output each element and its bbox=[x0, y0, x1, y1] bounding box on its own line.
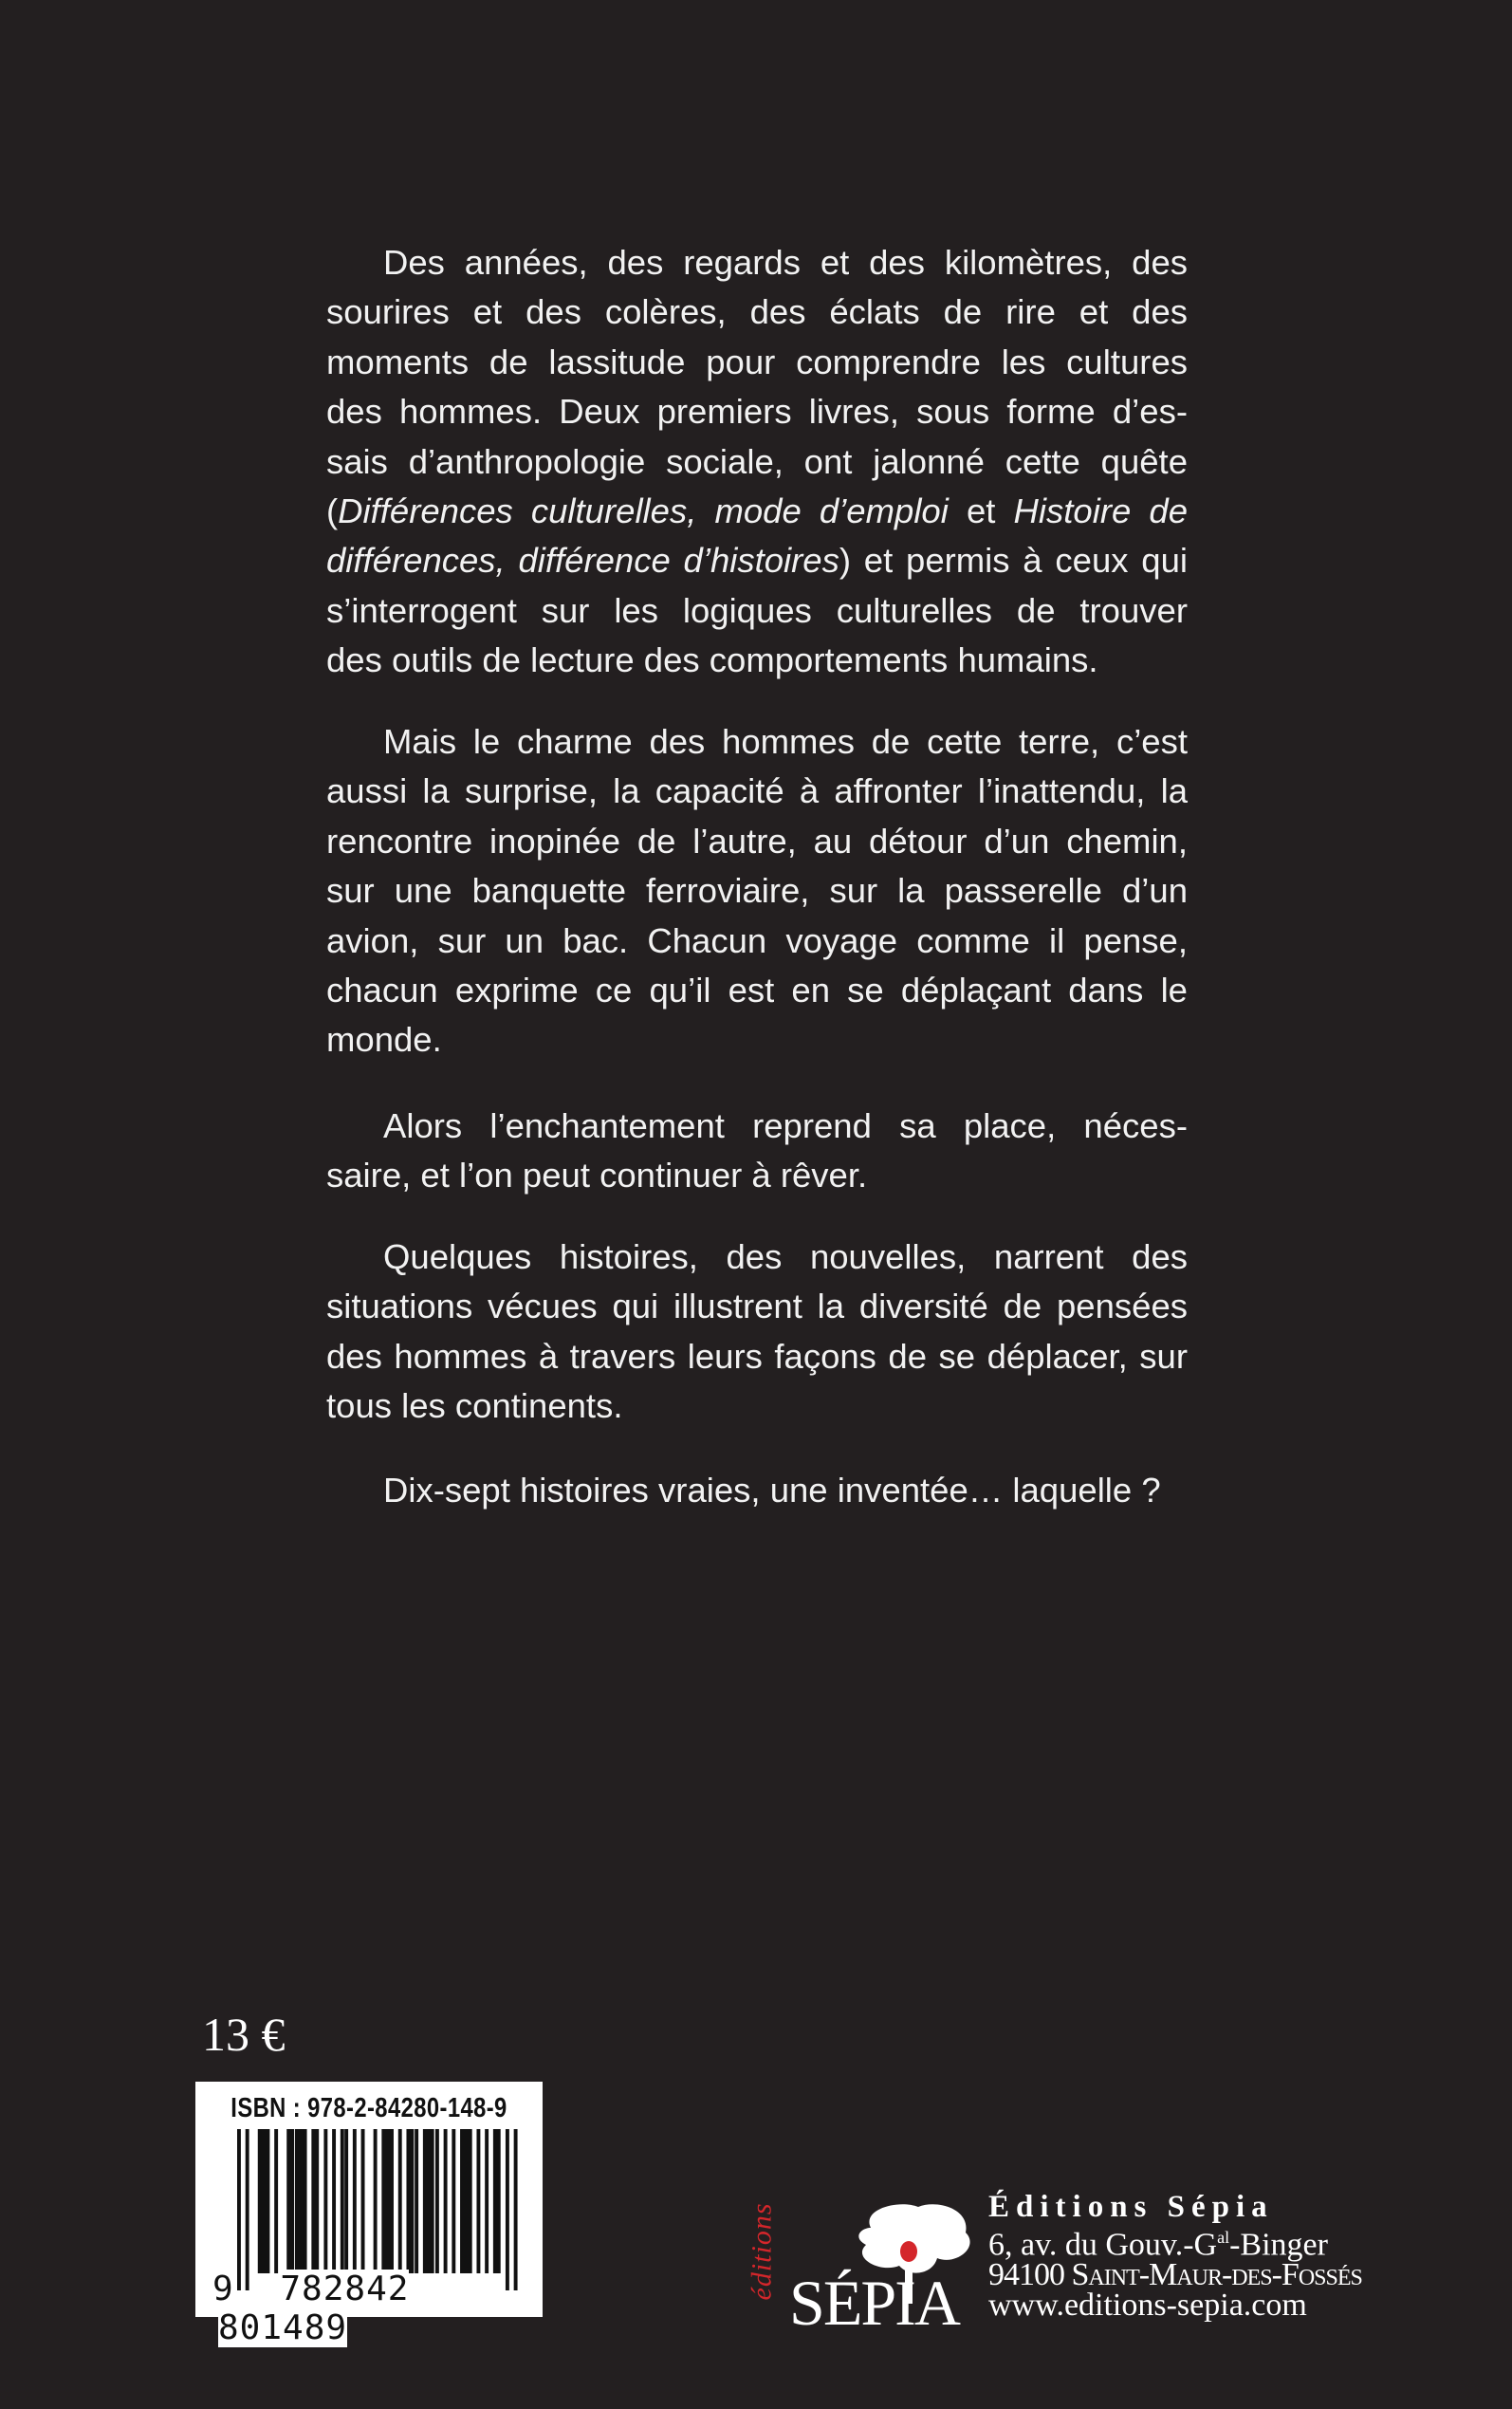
address-street-main: 6, av. du Gouv.-G bbox=[988, 2227, 1218, 2263]
barcode-bar bbox=[506, 2129, 509, 2290]
text-segment: tous les continents. bbox=[326, 1386, 623, 1426]
text-line bbox=[326, 966, 1188, 1015]
address-street-sup: al bbox=[1217, 2228, 1230, 2247]
text-segment: situations vécues qui illustrent la diversité de pensées bbox=[326, 1287, 1188, 1326]
publisher-address bbox=[988, 2190, 1362, 2324]
barcode-bar bbox=[286, 2129, 294, 2273]
text-segment: Mais le charme des hommes de cette terre, c’est bbox=[383, 722, 1188, 761]
text-segment: avion, sur un bac. Chacun voyage comme il pense, bbox=[326, 920, 1188, 960]
text-line bbox=[326, 1151, 1188, 1200]
text-segment: s’interrogent sur les logiques culturelles de trouver bbox=[326, 590, 1188, 630]
text-line bbox=[326, 437, 1188, 487]
paragraph bbox=[326, 1102, 1188, 1201]
barcode-bar bbox=[332, 2129, 336, 2273]
ean-digits bbox=[212, 2270, 526, 2347]
text-line bbox=[326, 387, 1188, 436]
barcode-bar bbox=[493, 2129, 501, 2273]
barcode-bar bbox=[444, 2129, 448, 2273]
publisher-name: Éditions Sépia bbox=[988, 2190, 1274, 2224]
paragraph bbox=[326, 717, 1188, 1066]
barcode-bar bbox=[415, 2129, 418, 2273]
text-line bbox=[326, 817, 1188, 866]
barcode-bar bbox=[266, 2129, 269, 2273]
ean-digits-right: 801489 bbox=[218, 2308, 348, 2347]
text-segment: monde. bbox=[326, 1020, 442, 1060]
text-line bbox=[326, 1015, 1188, 1065]
text-segment: des outils de lecture des comportements humains. bbox=[326, 640, 1098, 680]
text-segment: sais d’anthropologie sociale, ont jalonné cette quête bbox=[326, 441, 1188, 481]
paragraph bbox=[326, 1232, 1188, 1432]
barcode-bar bbox=[469, 2129, 472, 2273]
ean-digits-left: 782842 bbox=[280, 2270, 410, 2308]
isbn-label: ISBN : 978-2-84280-148-9 bbox=[230, 2093, 507, 2123]
address-street-end: -Binger bbox=[1229, 2227, 1328, 2263]
barcode-bar bbox=[274, 2129, 278, 2273]
publisher-block bbox=[746, 2182, 1362, 2339]
publisher-website: www.editions-sepia.com bbox=[988, 2288, 1307, 2324]
text-segment: aussi la surprise, la capacité à affronter l’inattendu, la bbox=[326, 771, 1188, 811]
text-segment: des hommes à travers leurs façons de se déplacer, sur bbox=[326, 1336, 1188, 1376]
text-line bbox=[326, 287, 1188, 337]
text-segment: chacun exprime ce qu’il est en se déplaçant dans le bbox=[326, 970, 1188, 1010]
address-city: 94100 Saint-Maur-des-Fossés bbox=[988, 2257, 1362, 2293]
text-line bbox=[326, 338, 1188, 387]
isbn-barcode bbox=[195, 2082, 543, 2347]
text-segment: rencontre inopinée de l’autre, au détour d’un chemin, bbox=[326, 821, 1188, 861]
logo-editions-text: éditions bbox=[746, 2202, 778, 2301]
barcode-bar bbox=[390, 2129, 394, 2273]
text-segment: des hommes. Deux premiers livres, sous forme d’es- bbox=[326, 392, 1188, 432]
barcode-bar bbox=[323, 2129, 327, 2273]
barcode-bar bbox=[423, 2129, 434, 2273]
text-segment: moments de lassitude pour comprendre les cultures bbox=[326, 342, 1188, 381]
logo-sepia-text: SÉPIA bbox=[789, 2267, 959, 2339]
barcode-bar bbox=[246, 2129, 249, 2290]
text-segment: Dix-sept histoires vraies, une inventée… laquelle ? bbox=[383, 1471, 1161, 1510]
address-street bbox=[988, 2222, 1362, 2263]
italic-title: différences, différence d’histoires bbox=[326, 541, 839, 581]
barcode-bar bbox=[344, 2129, 348, 2273]
barcode-bars bbox=[237, 2129, 518, 2290]
text-line bbox=[326, 536, 1188, 585]
text-line bbox=[326, 1282, 1188, 1331]
text-segment: sur une banquette ferroviaire, sur la passerelle d’un bbox=[326, 871, 1188, 911]
barcode-bar bbox=[406, 2129, 414, 2273]
text-line bbox=[326, 917, 1188, 966]
barcode-bar bbox=[485, 2129, 489, 2273]
text-segment: Quelques histoires, des nouvelles, narrent des bbox=[383, 1237, 1188, 1276]
text-line bbox=[326, 717, 1188, 767]
text-segment: saire, et l’on peut continuer à rêver. bbox=[326, 1156, 868, 1195]
text-line bbox=[326, 636, 1188, 685]
barcode-bar bbox=[311, 2129, 319, 2273]
barcode-bar bbox=[237, 2129, 241, 2290]
text-line bbox=[326, 1381, 1188, 1431]
text-segment: ) et permis à ceux qui bbox=[839, 541, 1188, 581]
paragraph bbox=[326, 1466, 1188, 1515]
text-line bbox=[326, 487, 1188, 536]
barcode-bar bbox=[435, 2129, 439, 2273]
barcode-bar bbox=[341, 2129, 344, 2273]
text-segment: Des années, des regards et des kilomètres, des bbox=[383, 243, 1188, 282]
text-segment: Alors l’enchantement reprend sa place, néces- bbox=[383, 1106, 1188, 1145]
text-line bbox=[326, 1232, 1188, 1282]
text-line bbox=[326, 866, 1188, 916]
barcode-bar bbox=[353, 2129, 357, 2273]
price: 13 € bbox=[202, 2008, 286, 2061]
barcode-bar bbox=[374, 2129, 378, 2290]
text-line bbox=[326, 767, 1188, 816]
barcode-bar bbox=[398, 2129, 402, 2273]
text-line bbox=[326, 1332, 1188, 1381]
text-segment: et bbox=[948, 491, 1014, 530]
text-line bbox=[326, 586, 1188, 636]
text-segment: ( bbox=[326, 491, 339, 530]
barcode-bar bbox=[514, 2129, 518, 2290]
paragraph bbox=[326, 238, 1188, 686]
text-line bbox=[326, 238, 1188, 287]
barcode-bar bbox=[304, 2129, 307, 2273]
barcode-bar bbox=[452, 2129, 455, 2273]
ean-digit-first: 9 bbox=[212, 2270, 234, 2308]
text-segment: sourires et des colères, des éclats de rire et des bbox=[326, 292, 1188, 332]
italic-title: Histoire de bbox=[1013, 491, 1188, 530]
italic-title: Différences culturelles, mode d’emploi bbox=[338, 491, 949, 530]
text-line bbox=[326, 1466, 1188, 1515]
text-line bbox=[326, 1102, 1188, 1151]
barcode-bar bbox=[476, 2129, 480, 2273]
barcode-bar bbox=[361, 2129, 365, 2273]
